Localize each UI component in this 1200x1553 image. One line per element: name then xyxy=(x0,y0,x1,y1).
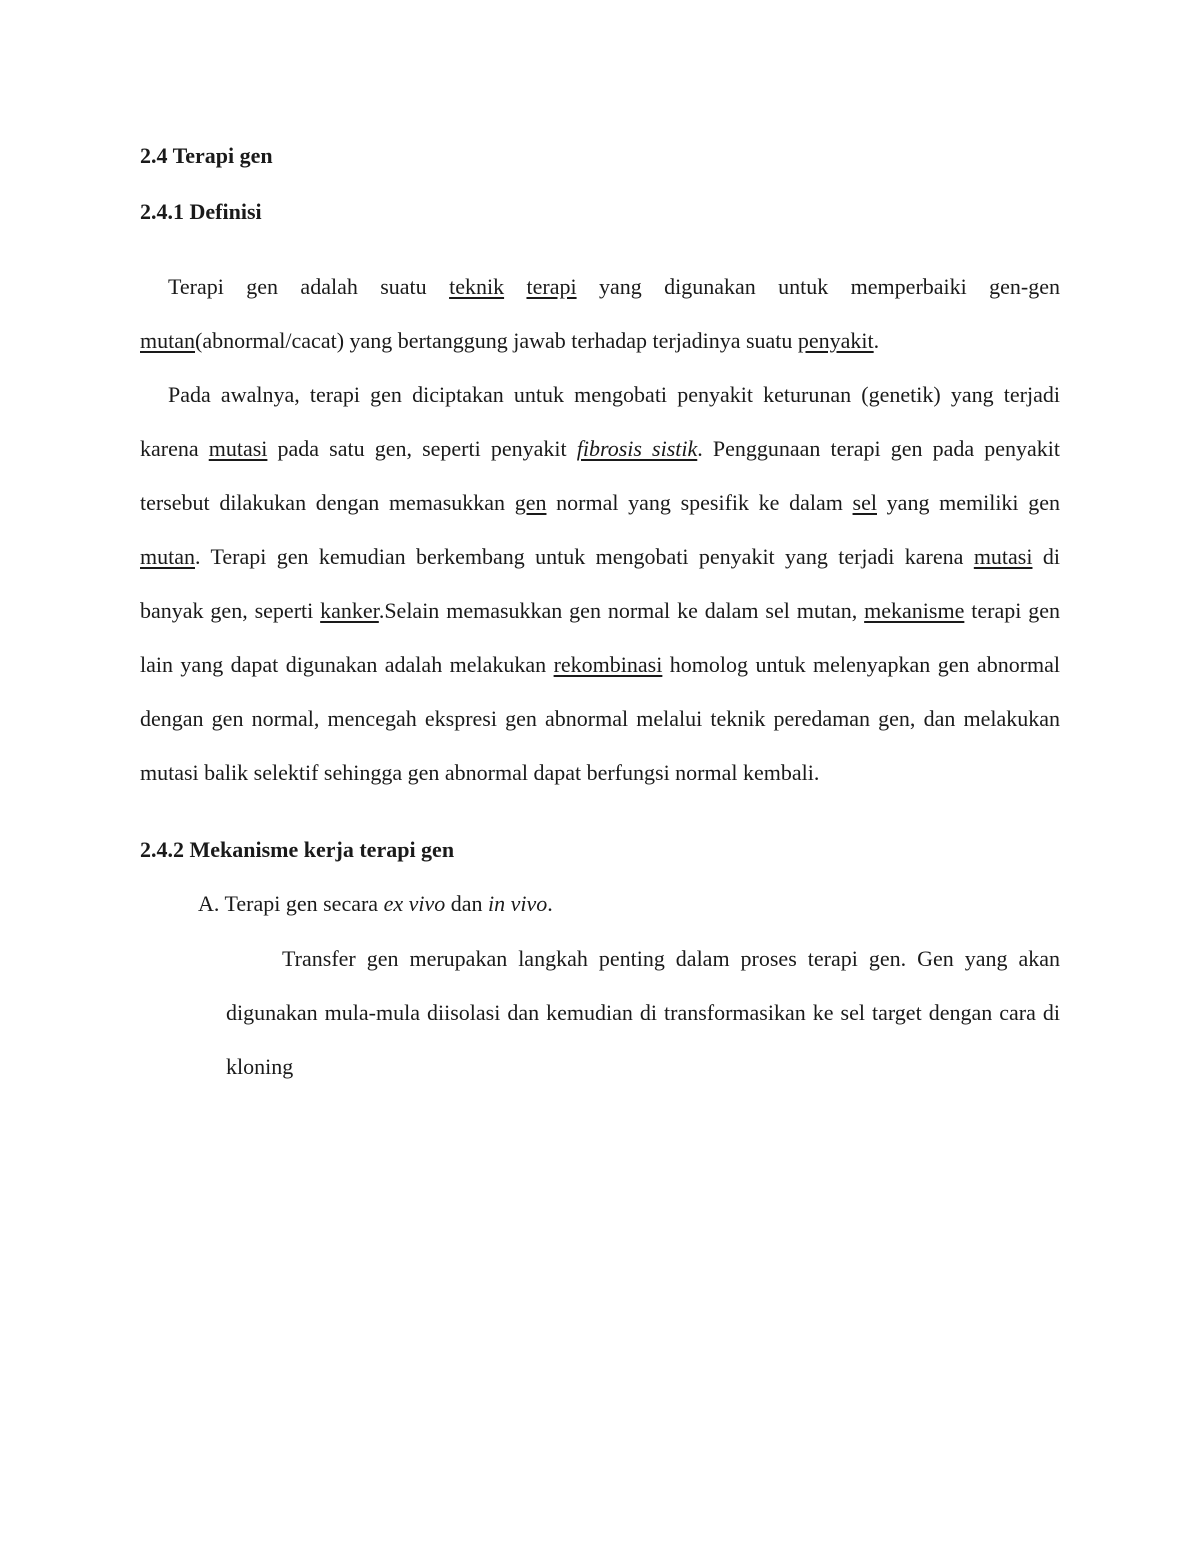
text-run xyxy=(504,274,526,299)
text-run: di banyak gen, seperti xyxy=(140,544,1060,623)
text-run: Terapi gen adalah suatu xyxy=(168,274,450,299)
text-run: dan xyxy=(445,891,489,916)
text-run: . Penggunaan terapi gen pada penyakit tersebut dilakukan dengan memasukkan xyxy=(140,436,1060,515)
subsection-heading-mekanisme: 2.4.2 Mekanisme kerja terapi gen xyxy=(140,837,455,862)
link-kanker[interactable]: kanker xyxy=(320,598,379,623)
link-rekombinasi[interactable]: rekombinasi xyxy=(553,652,663,677)
text-run: pada satu gen, seperti penyakit xyxy=(267,436,577,461)
text-run: .Selain memasukkan gen normal ke dalam sel mutan, xyxy=(378,598,865,623)
link-mutasi[interactable]: mutasi xyxy=(208,436,268,461)
italic-ex-vivo: ex vivo xyxy=(383,891,446,916)
link-mutasi-2[interactable]: mutasi xyxy=(973,544,1033,569)
paragraph-definition xyxy=(140,260,1060,368)
link-gen[interactable]: gen xyxy=(514,490,547,515)
text-run: . Terapi gen kemudian berkembang untuk mengobati penyakit yang terjadi karena xyxy=(195,544,974,569)
link-mutan[interactable]: mutan xyxy=(140,328,195,353)
paragraph-history xyxy=(140,368,1060,800)
text-run: Pada awalnya, terapi gen diciptakan untuk mengobati penyakit keturunan (genetik) yang terjadi karena xyxy=(140,382,1060,461)
text-run: normal yang spesifik ke dalam xyxy=(546,490,853,515)
text-run: (abnormal/cacat) yang bertanggung jawab terhadap terjadinya suatu xyxy=(195,328,798,353)
section-heading: 2.4 Terapi gen xyxy=(140,143,273,168)
paragraph-transfer-gen: Transfer gen merupakan langkah penting dalam proses terapi gen. Gen yang akan digunakan mula-mula diisolasi dan kemudian di transformasikan ke sel target dengan cara di kloning xyxy=(226,946,1060,1079)
text-run: . xyxy=(873,328,880,353)
document-page xyxy=(140,136,1060,1094)
link-terapi[interactable]: terapi xyxy=(526,274,577,299)
italic-in-vivo: in vivo xyxy=(488,891,548,916)
text-run: homolog untuk melenyapkan gen abnormal dengan gen normal, mencegah ekspresi gen abnormal melalui teknik peredaman gen, dan melakukan mutasi balik selektif sehingga gen abnormal dapat berfungsi normal kembali. xyxy=(140,652,1061,785)
text-run: A. Terapi gen secara xyxy=(198,891,384,916)
text-run: yang memiliki gen xyxy=(877,490,1060,515)
link-sel[interactable]: sel xyxy=(852,490,877,515)
link-teknik[interactable]: teknik xyxy=(449,274,505,299)
subsection-heading-definisi: 2.4.1 Definisi xyxy=(140,199,262,224)
list-item-a xyxy=(198,884,1060,924)
link-mekanisme[interactable]: mekanisme xyxy=(864,598,965,623)
link-fibrosis-sistik[interactable] xyxy=(577,436,698,461)
link-mutan-2[interactable]: mutan xyxy=(140,544,195,569)
text-run: yang digunakan untuk memperbaiki gen-gen xyxy=(576,274,1061,299)
text-run: . xyxy=(547,891,553,916)
link-penyakit[interactable]: penyakit xyxy=(797,328,874,353)
italic-term: fibrosis sistik xyxy=(576,436,698,461)
text-run: terapi gen lain yang dapat digunakan adalah melakukan xyxy=(140,598,1060,677)
